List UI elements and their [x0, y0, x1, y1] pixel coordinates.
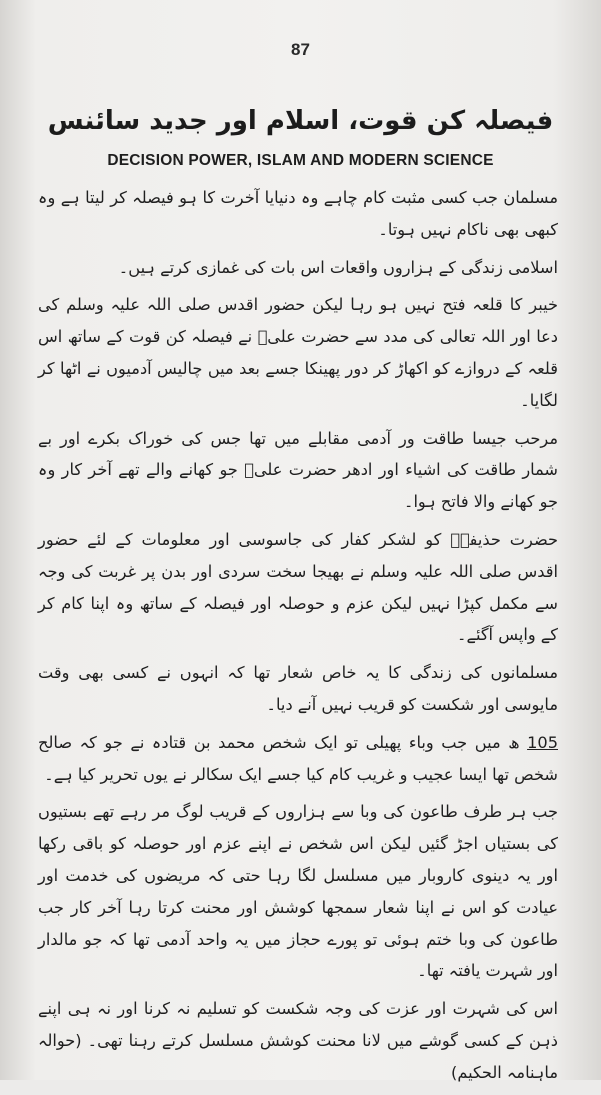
article-body [38, 182, 558, 1095]
paragraph: مسلمانوں کی زندگی کا یہ خاص شعار تھا کہ انہوں نے کسی بھی وقت مایوسی اور شکست کو قریب نہیں آنے دیا۔ [38, 663, 558, 714]
paragraph: حضرت حذیفہؓ کو لشکر کفار کی جاسوسی اور معلومات کے لئے حضور اقدس صلی اللہ علیہ وسلم نے بھیجا سخت سردی اور بدن پر غربت کی وجہ سے مکمل کپڑا نہیں لیکن عزم و حوصلہ اور فیصلہ کے ساتھ وہ اپنا کام کر کے واپس آگئے۔ [38, 529, 558, 645]
paragraph: مرحب جیسا طاقت ور آدمی مقابلے میں تھا جس کی خوراک بکرے اور بے شمار طاقت کی اشیاء اور ادھر حضرت علیؓ جو کھانے والے تھے آخر کار وہ جو کھانے والا فاتح ہوا۔ [38, 428, 558, 512]
paragraph: اس کی شہرت اور عزت کی وجہ شکست کو تسلیم نہ کرنا اور نہ ہی اپنے ذہن کے کسی گوشے میں لانا محنت کوشش مسلسل کرتے رہنا تھی۔ (حوالہ ماہنامہ الحکیم) [38, 999, 558, 1082]
paragraph: مسلمان جب کسی مثبت کام چاہے وہ دنیایا آخرت کا ہو فیصلہ کر لیتا ہے وہ کبھی بھی ناکام نہیں ہوتا۔ [38, 188, 558, 239]
year-number: 105 [527, 732, 558, 752]
english-chapter-title: DECISION POWER, ISLAM AND MODERN SCIENCE [107, 152, 494, 169]
paragraph: اسلامی زندگی کے ہزاروں واقعات اس بات کی غمازی کرتے ہیں۔ [118, 257, 558, 277]
paragraph [38, 727, 558, 791]
urdu-chapter-title: فیصلہ کن قوت، اسلام اور جدید سائنس [47, 106, 554, 136]
paragraph: خیبر کا قلعہ فتح نہیں ہو رہا لیکن حضور اقدس صلی اللہ علیہ وسلم کی دعا اور اللہ تعالی کی مدد سے حضرت علیؓ نے فیصلہ کن قوت کے ساتھ اس قلعہ کے دروازے کو اکھاڑ کر دور پھینکا جسے بعد میں چالیس آدمیوں نے اٹھا کر لگایا۔ [38, 295, 558, 410]
paragraph-text: ھ میں جب وباء پھیلی تو ایک شخص محمد بن قتادہ نے جو کہ صالح شخص تھا ایسا عجیب و غریب کام کیا جسے ایک سکالر نے یوں تحریر کیا ہے۔ [38, 732, 558, 784]
paragraph: جب ہر طرف طاعون کی وبا سے ہزاروں کے قریب لوگ مر رہے تھے بستیوں کی بستیاں اجڑ گئیں لیکن اس شخص نے اپنے عزم اور حوصلہ کو باقی رکھا اور یہ دینوی کاروبار میں مسلسل لگا رہا حتی کہ مریضوں کی خدمت اور عیادت کو اس نے اپنا شعار سمجھا کوشش اور محنت کرتا رہا آخر کار جب طاعون کی وبا ختم ہوئی تو پورے حجاز میں یہ واحد آدمی تھا کہ جو مالدار اور شہرت یافتہ تھا۔ [38, 802, 558, 981]
page-number: 87 [291, 40, 310, 59]
